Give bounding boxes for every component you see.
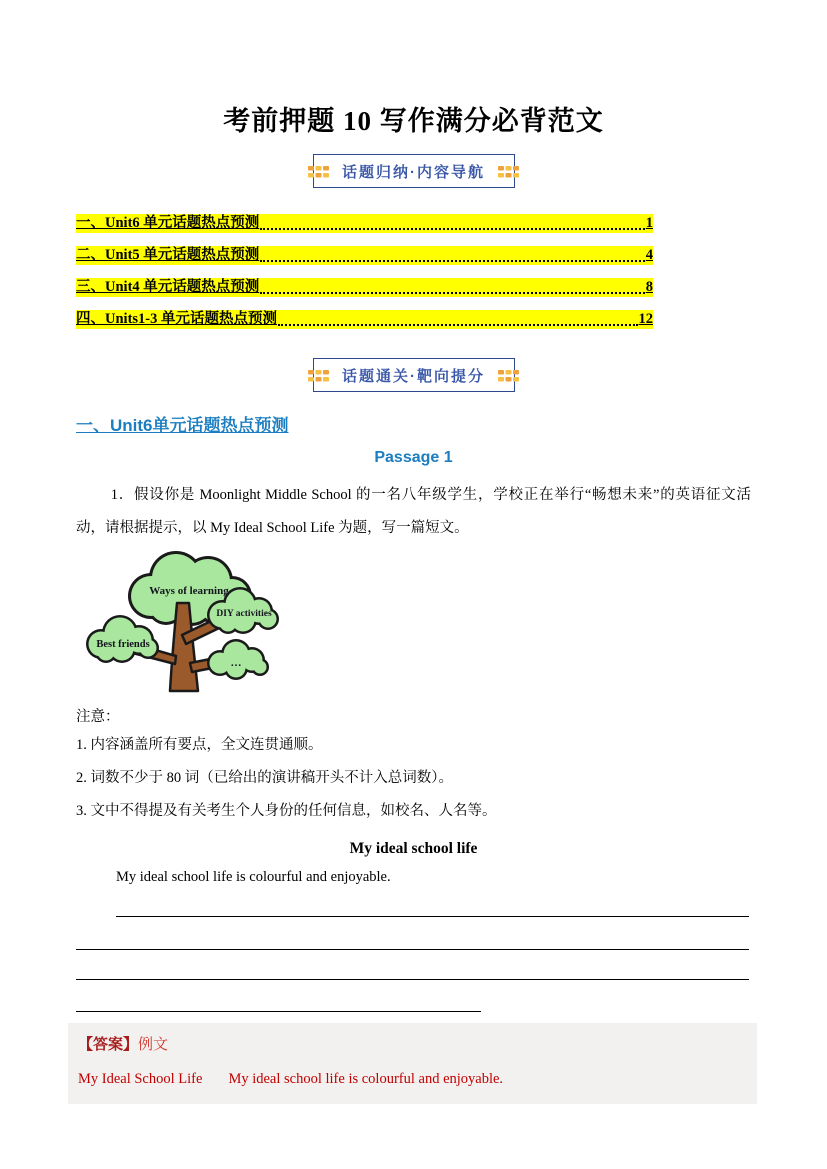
answer-sample-title: My Ideal School Life [78, 1071, 203, 1087]
answer-sample-text: My ideal school life is colourful and enjoyable. [228, 1071, 504, 1087]
toc-page-number: 1 [645, 215, 653, 231]
toc-entry-unit5[interactable] [76, 246, 653, 265]
document-page [0, 104, 827, 1169]
notes-section [76, 705, 751, 828]
notes-title: 注意： [76, 709, 120, 725]
double-dash-icon [308, 165, 330, 179]
page-title: 考前押题 10 写作满分必背范文 [223, 106, 604, 136]
toc-page-number: 12 [638, 311, 653, 327]
prompt-paragraph: 1．假设你是 Moonlight Middle School 的一名八年级学生，学校正在举行“畅想未来”的英语征文活动，请根据提示，以 My Ideal School Life 为题，写一篇短文。 [76, 487, 751, 536]
toc-dot-leader [260, 260, 644, 262]
toc-entry-unit4[interactable] [76, 278, 653, 297]
tree-label-diy-activities: DIY activities [216, 609, 272, 619]
double-dash-icon [498, 165, 520, 179]
toc-dot-leader [260, 292, 644, 294]
essay-opening-line: My ideal school life is colourful and enjoyable. [116, 869, 391, 885]
tree-label-ways-of-learning: Ways of learning [149, 585, 229, 597]
toc-entry-label: 一、Unit6 单元话题热点预测 [76, 215, 260, 231]
answer-tag: 【答案】 [78, 1037, 139, 1053]
note-item-2: 2. 词数不少于 80 词（已给出的演讲稿开头不计入总词数）。 [76, 770, 453, 786]
toc-page-number: 4 [645, 247, 653, 263]
boost-banner-row [76, 342, 751, 392]
tree-label-ellipsis: … [230, 657, 242, 669]
toc-entry-label: 三、Unit4 单元话题热点预测 [76, 279, 260, 295]
boost-banner [313, 358, 515, 392]
answer-sample-line [78, 1068, 747, 1090]
note-item-3: 3. 文中不得提及有关考生个人身份的任何信息，如校名、人名等。 [76, 803, 497, 819]
answer-tag-sample: 例文 [138, 1037, 169, 1053]
writing-line-4 [76, 1011, 481, 1012]
answer-heading [78, 1034, 747, 1056]
toc-entry-label: 四、Units1-3 单元话题热点预测 [76, 311, 277, 327]
double-dash-icon [498, 369, 520, 383]
answer-section [68, 1023, 757, 1104]
essay-title: My ideal school life [349, 840, 478, 857]
table-of-contents [76, 214, 751, 329]
boost-banner-label: 话题通关·靶向提分 [342, 367, 485, 385]
toc-entry-label: 二、Unit5 单元话题热点预测 [76, 247, 260, 263]
writing-line-1 [116, 916, 749, 917]
toc-entry-units1-3[interactable] [76, 310, 653, 329]
passage-label: Passage 1 [374, 449, 453, 466]
section-heading-unit6: 一、Unit6单元话题热点预测 [76, 416, 289, 435]
toc-dot-leader [260, 228, 644, 230]
nav-banner [313, 154, 515, 188]
toc-entry-unit6[interactable] [76, 214, 653, 233]
note-item-1: 1. 内容涵盖所有要点，全文连贯通顺。 [76, 737, 323, 753]
tree-mindmap-image [76, 551, 296, 693]
toc-dot-leader [278, 324, 638, 326]
toc-page-number: 8 [645, 279, 653, 295]
double-dash-icon [308, 369, 330, 383]
nav-banner-row [76, 138, 751, 188]
tree-label-best-friends: Best friends [96, 639, 150, 650]
nav-banner-label: 话题归纳·内容导航 [342, 163, 485, 181]
writing-line-2 [76, 949, 749, 950]
document-content [76, 104, 751, 1104]
writing-line-3 [76, 979, 749, 980]
